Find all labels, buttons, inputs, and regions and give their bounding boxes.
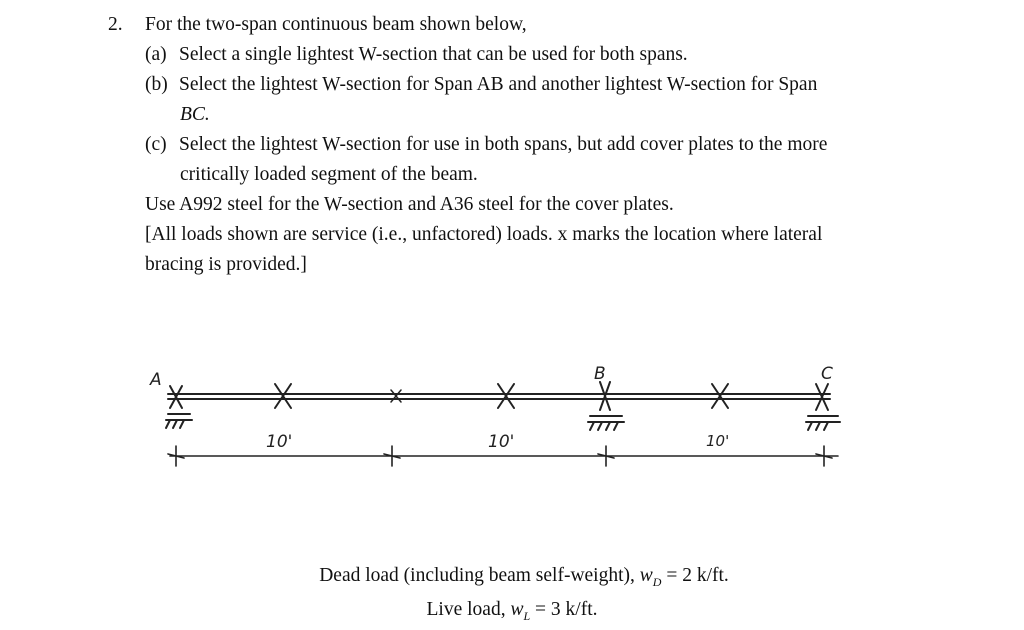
problem-intro: For the two-span continuous beam shown below, (145, 14, 527, 35)
part-c (108, 130, 1008, 160)
dimension-label-1: 10' (266, 432, 293, 452)
bracing-note-text: [All loads shown are service (i.e., unfactored) loads. x marks the location where lateral (145, 224, 823, 245)
part-text: Select a single lightest W-section that can be used for both spans. (179, 44, 688, 65)
support-c-symbol (806, 384, 840, 430)
bracing-note-line-1 (108, 220, 1008, 250)
dimension-label-2: 10' (488, 432, 515, 452)
steel-note (108, 190, 1008, 220)
support-label-a: A (150, 370, 162, 390)
part-c-continuation (108, 160, 1008, 190)
load-definitions (0, 562, 1024, 630)
part-tag: (a) (145, 44, 167, 65)
live-load-symbol: w (510, 598, 524, 620)
dead-load-subscript: D (652, 574, 662, 589)
dimension-label-3: 10' (706, 432, 730, 450)
bracing-mark (275, 384, 291, 408)
bracing-note-text: bracing is provided.] (145, 254, 307, 275)
bracing-mark (391, 390, 401, 402)
live-load-text: Live load, (426, 598, 511, 620)
dead-load-symbol: w (639, 565, 653, 586)
dead-load-text: Dead load (including beam self-weight), (319, 565, 640, 586)
problem-intro-line (108, 10, 1008, 40)
live-load-subscript: L (523, 608, 531, 623)
bracing-mark (712, 384, 728, 408)
part-b (108, 70, 1008, 100)
beam-diagram (140, 360, 860, 480)
support-label-b: B (594, 364, 606, 384)
live-load-line (0, 596, 1024, 630)
part-a (108, 40, 1008, 70)
part-text-cont: BC. (180, 104, 210, 125)
support-b-symbol (588, 382, 624, 430)
dead-load-line (0, 562, 1024, 596)
part-tag: (c) (145, 134, 167, 155)
problem-statement (108, 10, 1008, 280)
part-text-cont: critically loaded segment of the beam. (180, 164, 478, 185)
support-a-symbol (166, 386, 192, 428)
part-text: Select the lightest W-section for Span AB and another lightest W-section for Span (179, 74, 818, 95)
bracing-note-line-2 (108, 250, 1008, 280)
support-label-c: C (821, 364, 833, 384)
live-load-value: = 3 k/ft. (530, 598, 598, 620)
part-text: Select the lightest W-section for use in both spans, but add cover plates to the more (179, 134, 828, 155)
part-tag: (b) (145, 74, 168, 95)
problem-number: 2. (108, 14, 123, 35)
dead-load-value: = 2 k/ft. (661, 565, 729, 586)
part-b-continuation (108, 100, 1008, 130)
beam-sketch (140, 360, 860, 480)
steel-note-text: Use A992 steel for the W-section and A36 steel for the cover plates. (145, 194, 674, 215)
bracing-mark (498, 384, 514, 408)
